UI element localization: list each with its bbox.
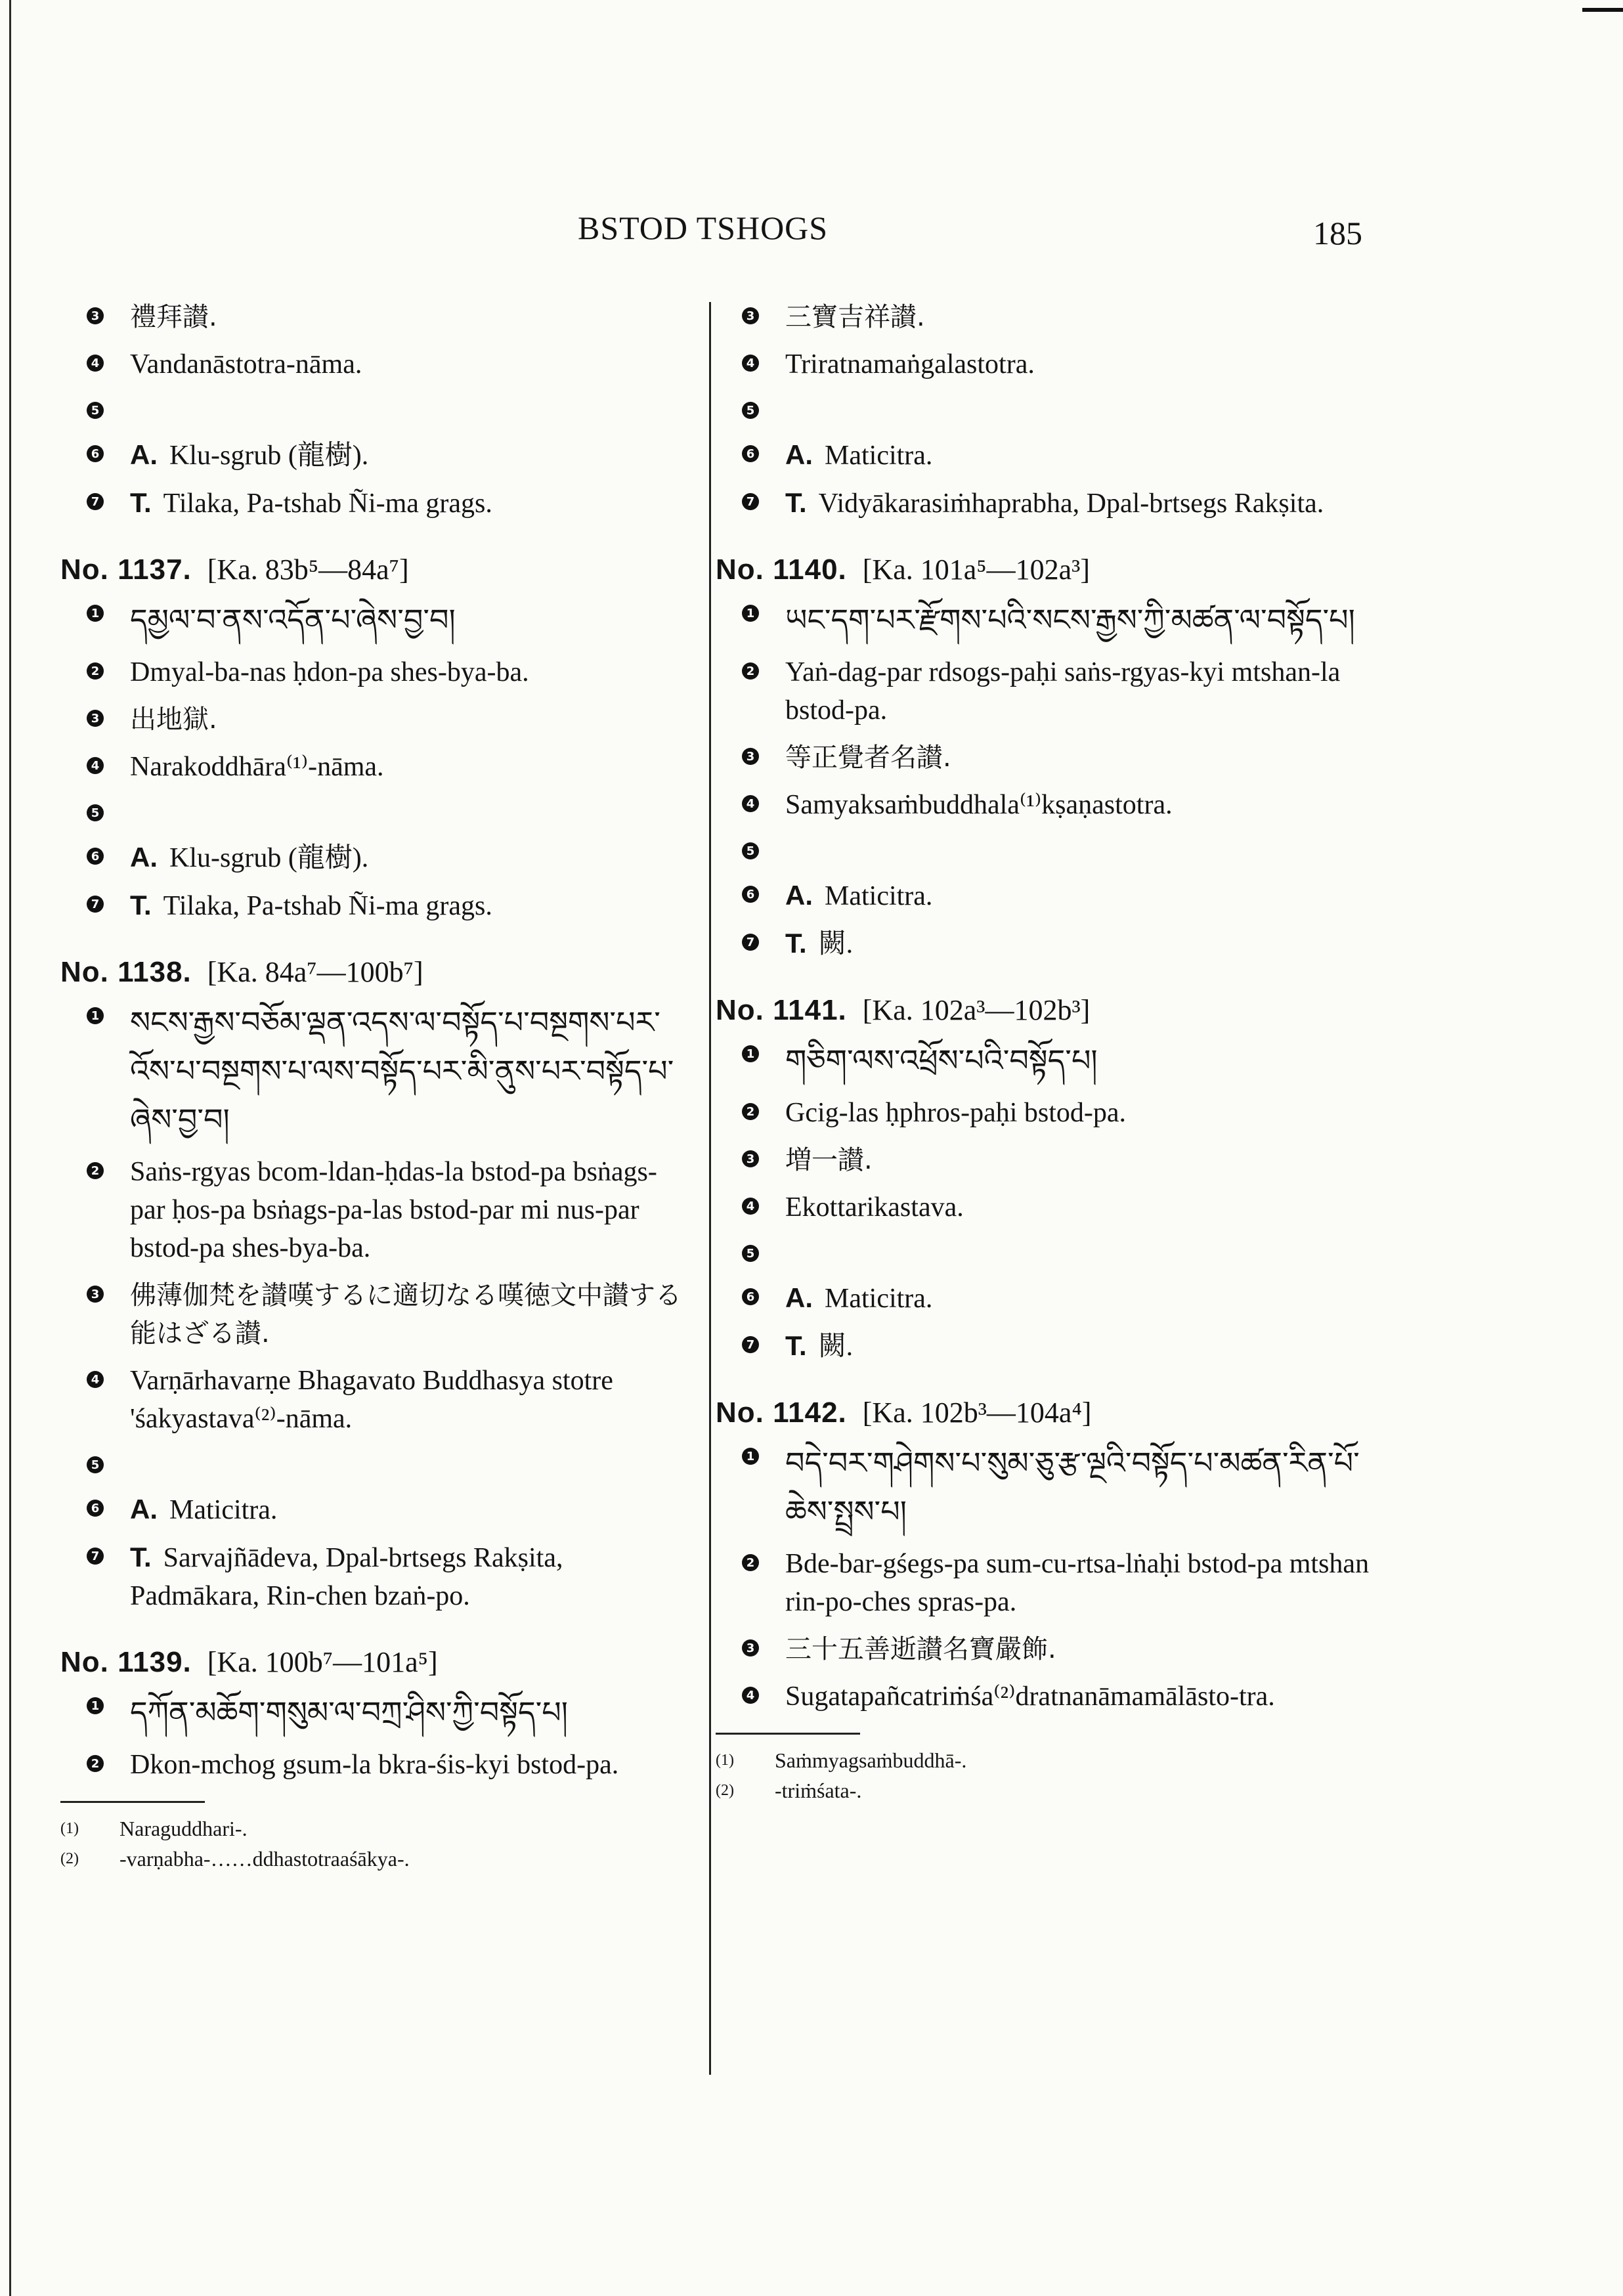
field-marker-icon: 3 [87,1286,104,1303]
entry-field [716,1439,1379,1536]
entry-field [60,1490,691,1529]
field-marker-icon: 7 [87,493,104,510]
field-marker-icon: 2 [742,1554,759,1571]
translator-label: T. [130,1542,152,1572]
entry-field [716,1236,1379,1270]
sanskrit-title: Vandanāstotra-nāma. [130,349,362,379]
field-marker-icon: 4 [742,1198,759,1215]
entry-field [60,1447,691,1481]
entry-field [716,1036,1379,1085]
field-marker-icon: 4 [742,355,759,372]
entry-field [716,596,1379,644]
translator-label: T. [130,487,152,518]
field-marker-icon: 3 [742,1639,759,1657]
entry-field [60,653,691,691]
translator-label: T. [785,487,807,518]
author: Maticitra. [169,1495,278,1525]
entry-field [716,1141,1379,1179]
author: Klu-sgrub (龍樹). [169,441,369,471]
author-label: A. [130,1494,158,1525]
field-marker-icon: 5 [87,1456,104,1473]
field-marker-icon: 7 [87,896,104,913]
transliteration: Yaṅ-dag-par rdsogs-paḥi saṅs-rgyas-kyi mtshan-la bstod-pa. [785,657,1341,726]
chinese-title: 禮拜讃. [130,302,217,332]
folio-reference: [Ka. 101a⁵—102a³] [862,553,1090,586]
entry-field [716,298,1379,336]
entry-header [716,1396,1379,1429]
field-marker-icon: 5 [742,402,759,419]
field-marker-icon: 3 [742,748,759,765]
field-marker-icon: 5 [742,842,759,859]
transliteration: Bde-bar-gśegs-pa sum-cu-rtsa-lṅaḥi bstod-pa mtshan rin-po-ches spras-pa. [785,1549,1370,1617]
entry-field [60,1276,691,1353]
field-marker-icon: 3 [742,307,759,324]
entry-field [60,484,691,523]
entry-field [60,298,691,336]
author: Maticitra. [825,1284,933,1314]
field-marker-icon: 1 [742,1448,759,1465]
entry-field [60,1362,691,1438]
footnote-text: Naraguddhari-. [119,1817,248,1840]
field-marker-icon: 4 [742,1687,759,1704]
sanskrit-title: Narakoddhāra⁽¹⁾-nāma. [130,752,384,782]
tibetan-title: སངས་རྒྱས་བཅོམ་ལྡན་འདས་ལ་བསྟོད་པ་བསྔགས་པར་འོས་པ་བསྔགས་པ་ལས་བསྟོད་པར་མི་ནུས་པར་བསྟོད་པ་ཞེས་བྱ་བ། [130,1005,674,1137]
field-marker-icon: 7 [87,1548,104,1565]
entry-field [716,786,1379,824]
left-column [60,289,691,1874]
entry-field [60,393,691,427]
chinese-title: 佛薄伽梵を讃嘆するに適切なる嘆徳文中讃する能はざる讃. [130,1280,682,1349]
field-marker-icon: 2 [87,1162,104,1179]
entry-header [60,955,691,989]
entry-header [716,553,1379,586]
field-marker-icon: 1 [87,605,104,622]
field-marker-icon: 2 [87,662,104,680]
footnote-text: Saṁmyagsaṁbuddhā-. [775,1748,967,1772]
chinese-title: 三十五善逝讃名寶嚴飾. [785,1634,1056,1664]
tibetan-title: བདེ་བར་གཤེགས་པ་སུམ་ཅུ་རྩ་ལྔའི་བསྟོད་པ་མཚན་རིན་པོ་ཆེས་སྤྲས་པ། [785,1445,1360,1529]
footnote-text: -varṇabha-……ddhastotraaśākya-. [119,1847,410,1871]
transliteration: Saṅs-rgyas bcom-ldan-ḥdas-la bstod-pa bsṅags-par ḥos-pa bsṅags-pa-las bstod-par mi nus-par bstod-pa shes-bya-ba. [130,1157,657,1263]
page-number: 185 [1313,215,1362,251]
sanskrit-title: Triratnamaṅgalastotra. [785,349,1035,379]
sanskrit-title: Ekottarikastava. [785,1192,964,1223]
footnote [60,1844,691,1874]
translator-label: T. [785,928,807,959]
field-marker-icon: 7 [742,493,759,510]
translator: 闕. [818,1332,854,1362]
folio-reference: [Ka. 102b³—104a⁴] [862,1397,1092,1429]
column-divider [709,302,711,2075]
entry-field [716,924,1379,963]
entry-field [60,1153,691,1267]
field-marker-icon: 2 [87,1755,104,1772]
chinese-title: 等正覺者名讃. [785,743,951,773]
footnote-rule [60,1801,205,1803]
footnote-text: -triṁśata-. [775,1779,862,1802]
folio-reference: [Ka. 83b⁵—84a⁷] [207,553,409,586]
entry-field [716,833,1379,867]
field-marker-icon: 1 [742,1045,759,1062]
author-label: A. [785,1282,813,1313]
page-edge-rule [9,0,11,2296]
entry-header [716,993,1379,1027]
tibetan-title: དཀོན་མཆོག་གསུམ་ལ་བཀྲ་ཤིས་ཀྱི་བསྟོད་པ། [130,1695,568,1730]
chinese-title: 出地獄. [130,704,217,735]
footnote [716,1745,1379,1775]
entry-field [716,1630,1379,1668]
field-marker-icon: 6 [742,1288,759,1305]
entry-field [60,795,691,829]
tibetan-title: ཡང་དག་པར་རྫོགས་པའི་སངས་རྒྱས་ཀྱི་མཚན་ལ་བསྟོད་པ། [785,602,1355,638]
field-marker-icon: 3 [87,307,104,324]
field-marker-icon: 1 [742,605,759,622]
entry-field [60,748,691,786]
footnote [60,1813,691,1844]
field-marker-icon: 3 [87,710,104,727]
sanskrit-title: Samyaksaṁbuddhala⁽¹⁾kṣaṇastotra. [785,790,1173,820]
entry-field [716,1327,1379,1366]
entry-field [60,436,691,475]
folio-reference: [Ka. 102a³—102b³] [862,994,1091,1026]
entry-field [716,436,1379,475]
tibetan-title: དམྱལ་བ་ནས་འདོན་པ་ཞེས་བྱ་བ། [130,602,456,638]
field-marker-icon: 1 [87,1007,104,1024]
author-label: A. [130,842,158,873]
entry-field [716,484,1379,523]
author-label: A. [785,439,813,470]
translator: Sarvajñādeva, Dpal-brtsegs Rakṣita, Padmākara, Rin-chen bzaṅ-po. [130,1543,563,1611]
entry-number: No. 1139. [60,1646,192,1678]
author: Klu-sgrub (龍樹). [169,843,369,873]
author: Maticitra. [825,441,933,471]
entry-field [60,345,691,383]
field-marker-icon: 5 [87,402,104,419]
tibetan-title: གཅིག་ལས་འཕྲོས་པའི་བསྟོད་པ། [785,1043,1098,1078]
entry-header [60,553,691,586]
entry-field [716,877,1379,915]
footnote-mark: (1) [60,1820,79,1837]
entry-number: No. 1141. [716,994,847,1026]
chinese-title: 三寶吉祥讃. [785,302,925,332]
running-title: BSTOD TSHOGS [578,209,829,246]
field-marker-icon: 5 [742,1245,759,1262]
field-marker-icon: 4 [87,757,104,774]
field-marker-icon: 3 [742,1150,759,1167]
field-marker-icon: 4 [87,1371,104,1388]
field-marker-icon: 4 [742,795,759,812]
translator-label: T. [785,1330,807,1361]
entry-field [716,345,1379,383]
entry-field [716,1678,1379,1716]
footnote-mark: (2) [60,1850,79,1867]
entry-field [716,1545,1379,1621]
transliteration: Dkon-mchog gsum-la bkra-śis-kyi bstod-pa. [130,1750,619,1780]
entry-field [60,1688,691,1737]
entry-number: No. 1140. [716,553,847,586]
field-marker-icon: 2 [742,662,759,680]
translator: Tilaka, Pa-tshab Ñi-ma grags. [163,891,492,921]
entry-field [60,701,691,739]
entry-field [716,653,1379,729]
entry-field [60,998,691,1144]
author: Maticitra. [825,881,933,911]
field-marker-icon: 4 [87,355,104,372]
translator: Tilaka, Pa-tshab Ñi-ma grags. [163,488,492,519]
field-marker-icon: 6 [742,445,759,462]
field-marker-icon: 6 [87,445,104,462]
transliteration: Dmyal-ba-nas ḥdon-pa shes-bya-ba. [130,657,529,687]
entry-field [716,1279,1379,1318]
author-label: A. [130,439,158,470]
field-marker-icon: 6 [87,848,104,865]
footnote-mark: (2) [716,1782,734,1799]
field-marker-icon: 6 [87,1500,104,1517]
entry-field [60,1538,691,1615]
corner-dash [1582,8,1623,12]
chinese-title: 増一讃. [785,1145,873,1175]
entry-number: No. 1137. [60,553,192,586]
right-column [716,289,1379,1806]
entry-field [60,838,691,877]
field-marker-icon: 5 [87,804,104,821]
field-marker-icon: 6 [742,886,759,903]
entry-field [716,393,1379,427]
translator: 闕. [818,929,854,959]
folio-reference: [Ka. 84a⁷—100b⁷] [207,956,423,988]
field-marker-icon: 7 [742,1336,759,1353]
sanskrit-title: Varṇārhavarṇe Bhagavato Buddhasya stotre 'śakyastava⁽²⁾-nāma. [130,1366,613,1434]
sanskrit-title: Sugatapañcatriṁśa⁽²⁾dratnanāmamālāsto-tra. [785,1681,1275,1712]
folio-reference: [Ka. 100b⁷—101a⁵] [207,1646,438,1678]
footnote-rule [716,1733,860,1735]
field-marker-icon: 2 [742,1103,759,1120]
transliteration: Gcig-las ḥphros-paḥi bstod-pa. [785,1098,1127,1128]
footnote [716,1775,1379,1806]
entry-field [716,739,1379,777]
entry-number: No. 1138. [60,956,192,988]
field-marker-icon: 7 [742,934,759,951]
entry-field [60,596,691,644]
entry-number: No. 1142. [716,1397,847,1429]
author-label: A. [785,880,813,911]
entry-field [60,1746,691,1784]
footnote-mark: (1) [716,1752,734,1769]
field-marker-icon: 1 [87,1697,104,1714]
translator: Vidyākarasiṁhaprabha, Dpal-brtsegs Rakṣita. [818,488,1324,519]
entry-field [60,886,691,925]
translator-label: T. [130,890,152,921]
entry-header [60,1645,691,1679]
entry-field [716,1094,1379,1132]
entry-field [716,1188,1379,1226]
